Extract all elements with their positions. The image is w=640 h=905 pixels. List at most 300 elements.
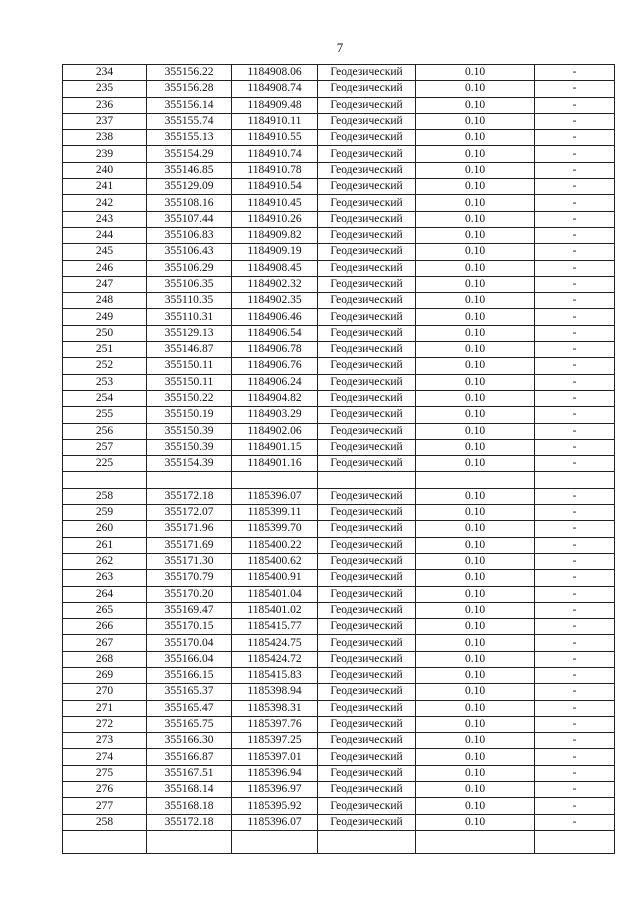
accuracy-cell: 0.10 bbox=[416, 276, 535, 292]
note-cell: - bbox=[535, 276, 615, 292]
y-coordinate-cell: 1185400.91 bbox=[232, 570, 318, 586]
y-coordinate-cell: 1184908.06 bbox=[232, 65, 318, 81]
y-coordinate-cell: 1185398.31 bbox=[232, 700, 318, 716]
table-row bbox=[63, 195, 615, 211]
table-row bbox=[63, 374, 615, 390]
y-coordinate-cell: 1184908.45 bbox=[232, 260, 318, 276]
point-number-cell: 241 bbox=[63, 179, 147, 195]
method-cell: Геодезический bbox=[318, 358, 416, 374]
note-cell: - bbox=[535, 733, 615, 749]
accuracy-cell: 0.10 bbox=[416, 798, 535, 814]
point-number-cell: 237 bbox=[63, 113, 147, 129]
method-cell: Геодезический bbox=[318, 342, 416, 358]
method-cell: Геодезический bbox=[318, 179, 416, 195]
method-cell: Геодезический bbox=[318, 684, 416, 700]
method-cell: Геодезический bbox=[318, 195, 416, 211]
x-coordinate-cell: 355171.96 bbox=[147, 521, 232, 537]
method-cell: Геодезический bbox=[318, 130, 416, 146]
method-cell: Геодезический bbox=[318, 65, 416, 81]
point-number-cell: 244 bbox=[63, 227, 147, 243]
x-coordinate-cell: 355166.30 bbox=[147, 733, 232, 749]
method-cell: Геодезический bbox=[318, 325, 416, 341]
accuracy-cell: 0.10 bbox=[416, 521, 535, 537]
method-cell: Геодезический bbox=[318, 814, 416, 830]
table-row bbox=[63, 635, 615, 651]
point-number-cell: 269 bbox=[63, 667, 147, 683]
note-cell bbox=[535, 830, 615, 853]
x-coordinate-cell: 355129.13 bbox=[147, 325, 232, 341]
y-coordinate-cell: 1185399.11 bbox=[232, 505, 318, 521]
y-coordinate-cell: 1184906.78 bbox=[232, 342, 318, 358]
point-number-cell: 242 bbox=[63, 195, 147, 211]
method-cell: Геодезический bbox=[318, 733, 416, 749]
accuracy-cell: 0.10 bbox=[416, 97, 535, 113]
table-row bbox=[63, 81, 615, 97]
table-row bbox=[63, 619, 615, 635]
y-coordinate-cell bbox=[232, 472, 318, 488]
y-coordinate-cell: 1184901.15 bbox=[232, 439, 318, 455]
x-coordinate-cell: 355172.07 bbox=[147, 505, 232, 521]
table-row bbox=[63, 537, 615, 553]
note-cell: - bbox=[535, 456, 615, 472]
accuracy-cell: 0.10 bbox=[416, 570, 535, 586]
accuracy-cell: 0.10 bbox=[416, 488, 535, 504]
y-coordinate-cell: 1185424.72 bbox=[232, 651, 318, 667]
method-cell: Геодезический bbox=[318, 521, 416, 537]
point-number-cell: 276 bbox=[63, 782, 147, 798]
table-row bbox=[63, 97, 615, 113]
note-cell: - bbox=[535, 553, 615, 569]
x-coordinate-cell: 355172.18 bbox=[147, 814, 232, 830]
x-coordinate-cell: 355106.83 bbox=[147, 227, 232, 243]
accuracy-cell: 0.10 bbox=[416, 407, 535, 423]
table-row bbox=[63, 651, 615, 667]
table-row bbox=[63, 276, 615, 292]
y-coordinate-cell: 1185397.01 bbox=[232, 749, 318, 765]
table-row bbox=[63, 667, 615, 683]
accuracy-cell: 0.10 bbox=[416, 309, 535, 325]
method-cell: Геодезический bbox=[318, 374, 416, 390]
y-coordinate-cell: 1184910.11 bbox=[232, 113, 318, 129]
y-coordinate-cell: 1184910.45 bbox=[232, 195, 318, 211]
x-coordinate-cell: 355146.87 bbox=[147, 342, 232, 358]
y-coordinate-cell: 1185424.75 bbox=[232, 635, 318, 651]
x-coordinate-cell: 355170.15 bbox=[147, 619, 232, 635]
note-cell: - bbox=[535, 635, 615, 651]
y-coordinate-cell: 1185396.97 bbox=[232, 782, 318, 798]
point-number-cell: 258 bbox=[63, 814, 147, 830]
x-coordinate-cell: 355156.22 bbox=[147, 65, 232, 81]
x-coordinate-cell: 355170.04 bbox=[147, 635, 232, 651]
note-cell: - bbox=[535, 488, 615, 504]
x-coordinate-cell: 355165.47 bbox=[147, 700, 232, 716]
table-row bbox=[63, 439, 615, 455]
table-row bbox=[63, 211, 615, 227]
y-coordinate-cell: 1185397.76 bbox=[232, 716, 318, 732]
table-row bbox=[63, 342, 615, 358]
point-number-cell: 263 bbox=[63, 570, 147, 586]
accuracy-cell: 0.10 bbox=[416, 602, 535, 618]
method-cell: Геодезический bbox=[318, 537, 416, 553]
accuracy-cell: 0.10 bbox=[416, 130, 535, 146]
method-cell: Геодезический bbox=[318, 667, 416, 683]
y-coordinate-cell: 1184906.46 bbox=[232, 309, 318, 325]
accuracy-cell: 0.10 bbox=[416, 65, 535, 81]
x-coordinate-cell: 355150.11 bbox=[147, 358, 232, 374]
point-number-cell: 261 bbox=[63, 537, 147, 553]
note-cell: - bbox=[535, 798, 615, 814]
note-cell: - bbox=[535, 521, 615, 537]
accuracy-cell: 0.10 bbox=[416, 113, 535, 129]
method-cell: Геодезический bbox=[318, 749, 416, 765]
x-coordinate-cell: 355146.85 bbox=[147, 162, 232, 178]
point-number-cell: 256 bbox=[63, 423, 147, 439]
point-number-cell: 267 bbox=[63, 635, 147, 651]
y-coordinate-cell: 1184902.06 bbox=[232, 423, 318, 439]
accuracy-cell: 0.10 bbox=[416, 749, 535, 765]
table-row bbox=[63, 716, 615, 732]
table-row bbox=[63, 521, 615, 537]
y-coordinate-cell: 1185396.07 bbox=[232, 488, 318, 504]
x-coordinate-cell: 355156.14 bbox=[147, 97, 232, 113]
note-cell: - bbox=[535, 260, 615, 276]
x-coordinate-cell: 355165.75 bbox=[147, 716, 232, 732]
note-cell: - bbox=[535, 439, 615, 455]
accuracy-cell: 0.10 bbox=[416, 81, 535, 97]
method-cell: Геодезический bbox=[318, 423, 416, 439]
table-row bbox=[63, 325, 615, 341]
y-coordinate-cell: 1185415.83 bbox=[232, 667, 318, 683]
x-coordinate-cell: 355155.13 bbox=[147, 130, 232, 146]
x-coordinate-cell: 355165.37 bbox=[147, 684, 232, 700]
method-cell: Геодезический bbox=[318, 488, 416, 504]
table-row bbox=[63, 423, 615, 439]
point-number-cell: 268 bbox=[63, 651, 147, 667]
note-cell: - bbox=[535, 325, 615, 341]
note-cell: - bbox=[535, 65, 615, 81]
y-coordinate-cell: 1184909.48 bbox=[232, 97, 318, 113]
x-coordinate-cell: 355168.14 bbox=[147, 782, 232, 798]
point-number-cell: 277 bbox=[63, 798, 147, 814]
accuracy-cell: 0.10 bbox=[416, 325, 535, 341]
point-number-cell: 271 bbox=[63, 700, 147, 716]
note-cell: - bbox=[535, 700, 615, 716]
y-coordinate-cell: 1184901.16 bbox=[232, 456, 318, 472]
coordinates-table-body bbox=[63, 65, 615, 854]
y-coordinate-cell: 1185415.77 bbox=[232, 619, 318, 635]
point-number-cell: 250 bbox=[63, 325, 147, 341]
x-coordinate-cell: 355168.18 bbox=[147, 798, 232, 814]
table-row bbox=[63, 553, 615, 569]
note-cell: - bbox=[535, 390, 615, 406]
note-cell: - bbox=[535, 619, 615, 635]
accuracy-cell: 0.10 bbox=[416, 146, 535, 162]
table-row bbox=[63, 814, 615, 830]
note-cell: - bbox=[535, 749, 615, 765]
note-cell: - bbox=[535, 113, 615, 129]
x-coordinate-cell: 355156.28 bbox=[147, 81, 232, 97]
note-cell: - bbox=[535, 537, 615, 553]
method-cell: Геодезический bbox=[318, 97, 416, 113]
note-cell: - bbox=[535, 293, 615, 309]
method-cell: Геодезический bbox=[318, 619, 416, 635]
accuracy-cell: 0.10 bbox=[416, 537, 535, 553]
point-number-cell: 240 bbox=[63, 162, 147, 178]
table-row bbox=[63, 570, 615, 586]
method-cell: Геодезический bbox=[318, 765, 416, 781]
table-row bbox=[63, 798, 615, 814]
note-cell: - bbox=[535, 407, 615, 423]
x-coordinate-cell: 355171.30 bbox=[147, 553, 232, 569]
point-number-cell: 254 bbox=[63, 390, 147, 406]
method-cell: Геодезический bbox=[318, 113, 416, 129]
accuracy-cell: 0.10 bbox=[416, 293, 535, 309]
accuracy-cell: 0.10 bbox=[416, 244, 535, 260]
method-cell: Геодезический bbox=[318, 162, 416, 178]
point-number-cell: 239 bbox=[63, 146, 147, 162]
point-number-cell bbox=[63, 830, 147, 853]
x-coordinate-cell: 355166.15 bbox=[147, 667, 232, 683]
accuracy-cell: 0.10 bbox=[416, 586, 535, 602]
method-cell: Геодезический bbox=[318, 570, 416, 586]
table-row bbox=[63, 733, 615, 749]
x-coordinate-cell: 355166.87 bbox=[147, 749, 232, 765]
x-coordinate-cell bbox=[147, 830, 232, 853]
point-number-cell: 235 bbox=[63, 81, 147, 97]
point-number-cell bbox=[63, 472, 147, 488]
y-coordinate-cell: 1184906.54 bbox=[232, 325, 318, 341]
accuracy-cell: 0.10 bbox=[416, 667, 535, 683]
note-cell: - bbox=[535, 211, 615, 227]
table-row bbox=[63, 505, 615, 521]
note-cell: - bbox=[535, 130, 615, 146]
y-coordinate-cell: 1184908.74 bbox=[232, 81, 318, 97]
accuracy-cell: 0.10 bbox=[416, 505, 535, 521]
method-cell: Геодезический bbox=[318, 244, 416, 260]
accuracy-cell: 0.10 bbox=[416, 211, 535, 227]
x-coordinate-cell: 355110.31 bbox=[147, 309, 232, 325]
note-cell: - bbox=[535, 586, 615, 602]
point-number-cell: 245 bbox=[63, 244, 147, 260]
method-cell: Геодезический bbox=[318, 81, 416, 97]
accuracy-cell: 0.10 bbox=[416, 619, 535, 635]
y-coordinate-cell: 1184909.82 bbox=[232, 227, 318, 243]
y-coordinate-cell: 1185401.04 bbox=[232, 586, 318, 602]
accuracy-cell: 0.10 bbox=[416, 456, 535, 472]
method-cell: Геодезический bbox=[318, 309, 416, 325]
accuracy-cell: 0.10 bbox=[416, 684, 535, 700]
point-number-cell: 272 bbox=[63, 716, 147, 732]
accuracy-cell: 0.10 bbox=[416, 439, 535, 455]
y-coordinate-cell bbox=[232, 830, 318, 853]
method-cell: Геодезический bbox=[318, 439, 416, 455]
method-cell: Геодезический bbox=[318, 505, 416, 521]
accuracy-cell: 0.10 bbox=[416, 733, 535, 749]
accuracy-cell: 0.10 bbox=[416, 390, 535, 406]
y-coordinate-cell: 1184910.74 bbox=[232, 146, 318, 162]
table-row bbox=[63, 179, 615, 195]
point-number-cell: 248 bbox=[63, 293, 147, 309]
accuracy-cell: 0.10 bbox=[416, 342, 535, 358]
x-coordinate-cell: 355150.19 bbox=[147, 407, 232, 423]
y-coordinate-cell: 1184906.24 bbox=[232, 374, 318, 390]
y-coordinate-cell: 1184904.82 bbox=[232, 390, 318, 406]
x-coordinate-cell: 355106.35 bbox=[147, 276, 232, 292]
note-cell: - bbox=[535, 423, 615, 439]
note-cell: - bbox=[535, 146, 615, 162]
table-row bbox=[63, 472, 615, 488]
table-row bbox=[63, 782, 615, 798]
accuracy-cell: 0.10 bbox=[416, 651, 535, 667]
table-row bbox=[63, 765, 615, 781]
point-number-cell: 236 bbox=[63, 97, 147, 113]
note-cell: - bbox=[535, 374, 615, 390]
y-coordinate-cell: 1185396.07 bbox=[232, 814, 318, 830]
x-coordinate-cell: 355150.39 bbox=[147, 439, 232, 455]
note-cell: - bbox=[535, 227, 615, 243]
point-number-cell: 260 bbox=[63, 521, 147, 537]
method-cell: Геодезический bbox=[318, 390, 416, 406]
note-cell: - bbox=[535, 570, 615, 586]
note-cell: - bbox=[535, 814, 615, 830]
x-coordinate-cell: 355106.29 bbox=[147, 260, 232, 276]
point-number-cell: 270 bbox=[63, 684, 147, 700]
x-coordinate-cell bbox=[147, 472, 232, 488]
point-number-cell: 247 bbox=[63, 276, 147, 292]
y-coordinate-cell: 1185398.94 bbox=[232, 684, 318, 700]
y-coordinate-cell: 1185397.25 bbox=[232, 733, 318, 749]
note-cell: - bbox=[535, 667, 615, 683]
note-cell: - bbox=[535, 358, 615, 374]
table-row bbox=[63, 586, 615, 602]
table-row bbox=[63, 293, 615, 309]
note-cell: - bbox=[535, 162, 615, 178]
accuracy-cell bbox=[416, 830, 535, 853]
y-coordinate-cell: 1184909.19 bbox=[232, 244, 318, 260]
point-number-cell: 251 bbox=[63, 342, 147, 358]
y-coordinate-cell: 1185395.92 bbox=[232, 798, 318, 814]
note-cell: - bbox=[535, 505, 615, 521]
method-cell: Геодезический bbox=[318, 211, 416, 227]
x-coordinate-cell: 355154.29 bbox=[147, 146, 232, 162]
y-coordinate-cell: 1184910.26 bbox=[232, 211, 318, 227]
y-coordinate-cell: 1184902.35 bbox=[232, 293, 318, 309]
note-cell: - bbox=[535, 179, 615, 195]
accuracy-cell: 0.10 bbox=[416, 700, 535, 716]
note-cell: - bbox=[535, 765, 615, 781]
accuracy-cell: 0.10 bbox=[416, 423, 535, 439]
point-number-cell: 246 bbox=[63, 260, 147, 276]
method-cell bbox=[318, 472, 416, 488]
note-cell: - bbox=[535, 244, 615, 260]
note-cell: - bbox=[535, 651, 615, 667]
point-number-cell: 249 bbox=[63, 309, 147, 325]
note-cell: - bbox=[535, 684, 615, 700]
note-cell: - bbox=[535, 309, 615, 325]
point-number-cell: 253 bbox=[63, 374, 147, 390]
coordinates-table bbox=[62, 64, 615, 854]
accuracy-cell bbox=[416, 472, 535, 488]
point-number-cell: 243 bbox=[63, 211, 147, 227]
table-row bbox=[63, 162, 615, 178]
y-coordinate-cell: 1185396.94 bbox=[232, 765, 318, 781]
x-coordinate-cell: 355166.04 bbox=[147, 651, 232, 667]
y-coordinate-cell: 1184910.78 bbox=[232, 162, 318, 178]
note-cell: - bbox=[535, 602, 615, 618]
y-coordinate-cell: 1185400.22 bbox=[232, 537, 318, 553]
x-coordinate-cell: 355106.43 bbox=[147, 244, 232, 260]
accuracy-cell: 0.10 bbox=[416, 179, 535, 195]
point-number-cell: 255 bbox=[63, 407, 147, 423]
point-number-cell: 252 bbox=[63, 358, 147, 374]
point-number-cell: 257 bbox=[63, 439, 147, 455]
y-coordinate-cell: 1184906.76 bbox=[232, 358, 318, 374]
note-cell: - bbox=[535, 716, 615, 732]
x-coordinate-cell: 355107.44 bbox=[147, 211, 232, 227]
table-row bbox=[63, 602, 615, 618]
accuracy-cell: 0.10 bbox=[416, 635, 535, 651]
table-row bbox=[63, 113, 615, 129]
point-number-cell: 225 bbox=[63, 456, 147, 472]
table-row bbox=[63, 309, 615, 325]
note-cell: - bbox=[535, 782, 615, 798]
table-row bbox=[63, 146, 615, 162]
note-cell: - bbox=[535, 97, 615, 113]
note-cell: - bbox=[535, 195, 615, 211]
method-cell: Геодезический bbox=[318, 456, 416, 472]
x-coordinate-cell: 355170.20 bbox=[147, 586, 232, 602]
page-number: 7 bbox=[336, 40, 344, 55]
method-cell: Геодезический bbox=[318, 798, 416, 814]
x-coordinate-cell: 355170.79 bbox=[147, 570, 232, 586]
accuracy-cell: 0.10 bbox=[416, 260, 535, 276]
method-cell: Геодезический bbox=[318, 260, 416, 276]
table-row bbox=[63, 390, 615, 406]
table-row bbox=[63, 244, 615, 260]
y-coordinate-cell: 1184910.55 bbox=[232, 130, 318, 146]
accuracy-cell: 0.10 bbox=[416, 814, 535, 830]
method-cell: Геодезический bbox=[318, 553, 416, 569]
y-coordinate-cell: 1185401.02 bbox=[232, 602, 318, 618]
method-cell: Геодезический bbox=[318, 651, 416, 667]
method-cell: Геодезический bbox=[318, 276, 416, 292]
x-coordinate-cell: 355110.35 bbox=[147, 293, 232, 309]
accuracy-cell: 0.10 bbox=[416, 195, 535, 211]
y-coordinate-cell: 1184903.29 bbox=[232, 407, 318, 423]
x-coordinate-cell: 355169.47 bbox=[147, 602, 232, 618]
point-number-cell: 265 bbox=[63, 602, 147, 618]
method-cell: Геодезический bbox=[318, 700, 416, 716]
point-number-cell: 234 bbox=[63, 65, 147, 81]
table-row bbox=[63, 488, 615, 504]
table-row bbox=[63, 130, 615, 146]
method-cell: Геодезический bbox=[318, 227, 416, 243]
x-coordinate-cell: 355171.69 bbox=[147, 537, 232, 553]
table-row bbox=[63, 407, 615, 423]
table-row bbox=[63, 456, 615, 472]
point-number-cell: 273 bbox=[63, 733, 147, 749]
y-coordinate-cell: 1185399.70 bbox=[232, 521, 318, 537]
table-row bbox=[63, 65, 615, 81]
table-row bbox=[63, 684, 615, 700]
accuracy-cell: 0.10 bbox=[416, 358, 535, 374]
x-coordinate-cell: 355150.22 bbox=[147, 390, 232, 406]
y-coordinate-cell: 1185400.62 bbox=[232, 553, 318, 569]
x-coordinate-cell: 355154.39 bbox=[147, 456, 232, 472]
point-number-cell: 264 bbox=[63, 586, 147, 602]
x-coordinate-cell: 355129.09 bbox=[147, 179, 232, 195]
x-coordinate-cell: 355150.39 bbox=[147, 423, 232, 439]
